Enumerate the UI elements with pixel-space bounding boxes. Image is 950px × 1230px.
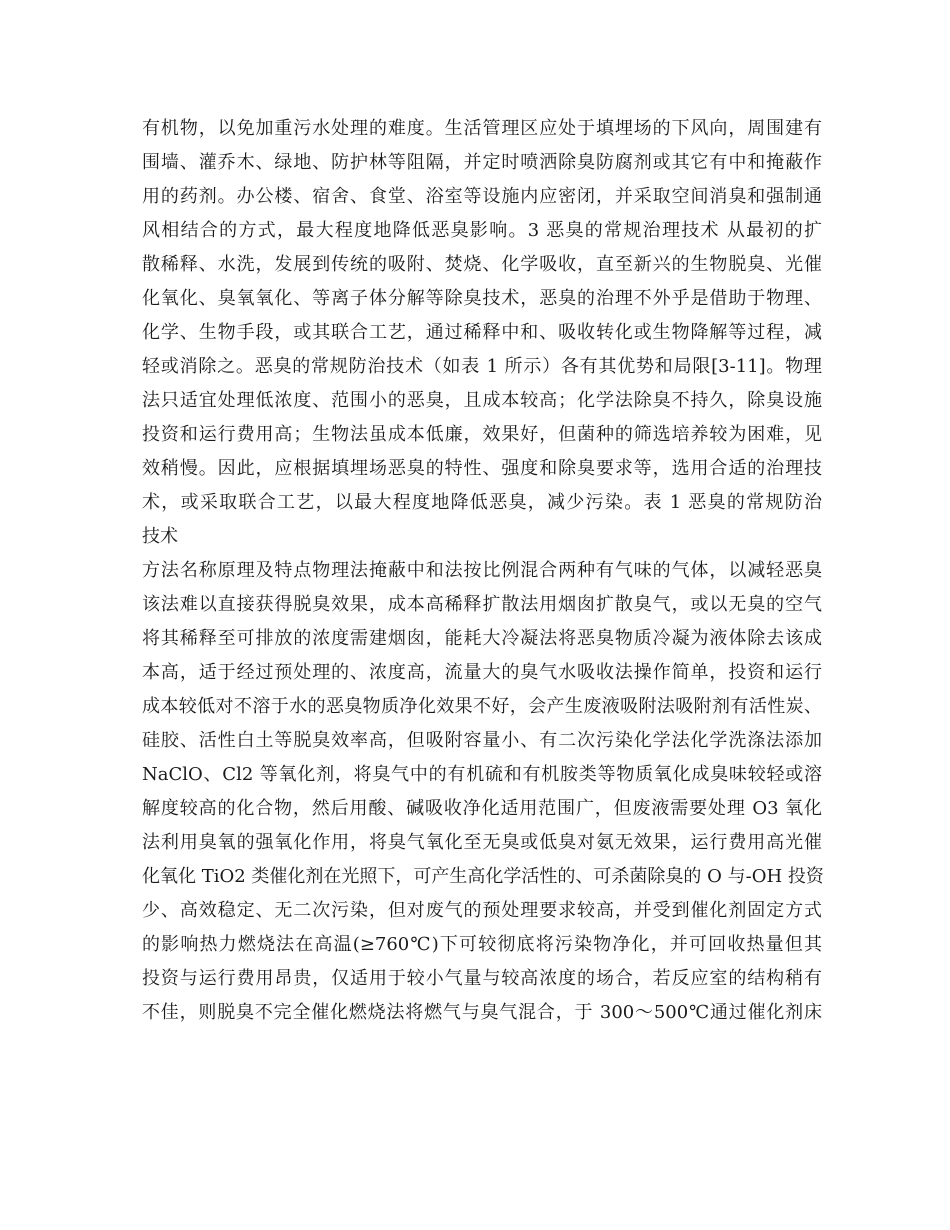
text-line: 化学、生物手段，或其联合工艺，通过稀释中和、吸收转化或生物降解等过程，减 [142, 322, 822, 343]
text-line: 本高，适于经过预处理的、浓度高，流量大的臭气水吸收法操作简单，投资和运行 [142, 662, 822, 683]
text-line: 散稀释、水洗，发展到传统的吸附、焚烧、化学吸收，直至新兴的生物脱臭、光催 [142, 254, 822, 275]
text-line: 投资和运行费用高；生物法虽成本低廉，效果好，但菌种的筛选培养较为困难，见 [142, 424, 822, 445]
text-line: 的影响热力燃烧法在高温(≥760℃)下可较彻底将污染物净化，并可回收热量但其 [142, 934, 822, 955]
text-line: 不佳，则脱臭不完全催化燃烧法将燃气与臭气混合，于 300～500℃通过催化剂床 [142, 1002, 822, 1023]
text-line: 硅胶、活性白土等脱臭效率高，但吸附容量小、有二次污染化学法化学洗涤法添加 [142, 730, 822, 751]
text-line: 化氧化、臭氧氧化、等离子体分解等除臭技术，恶臭的治理不外乎是借助于物理、 [142, 288, 822, 309]
text-line: 围墙、灌乔木、绿地、防护林等阻隔，并定时喷洒除臭防腐剂或其它有中和掩蔽作 [142, 152, 822, 173]
text-line: 解度较高的化合物，然后用酸、碱吸收净化适用范围广，但废液需要处理 O3 氧化 [142, 798, 822, 819]
text-line: 方法名称原理及特点物理法掩蔽中和法按比例混合两种有气味的气体，以减轻恶臭 [142, 560, 822, 581]
paragraph-odor-control-intro [142, 112, 822, 554]
text-line: 化氧化 TiO2 类催化剂在光照下，可产生高化学活性的、可杀菌除臭的 O 与-OH 投资 [142, 866, 824, 887]
text-line: 该法难以直接获得脱臭效果，成本高稀释扩散法用烟囱扩散臭气，或以无臭的空气 [142, 594, 822, 615]
text-line: 效稍慢。因此，应根据填埋场恶臭的特性、强度和除臭要求等，选用合适的治理技 [142, 458, 822, 479]
text-line: 有机物，以免加重污水处理的难度。生活管理区应处于填埋场的下风向，周围建有 [142, 118, 822, 139]
text-line: 法只适宜处理低浓度、范围小的恶臭，且成本较高；化学法除臭不持久，除臭设施 [142, 390, 822, 411]
text-line: 法利用臭氧的强氧化作用，将臭气氧化至无臭或低臭对氨无效果，运行费用高光催 [142, 832, 822, 853]
paragraph-odor-control-table-text [142, 554, 822, 1030]
text-line: 少、高效稳定、无二次污染，但对废气的预处理要求较高，并受到催化剂固定方式 [142, 900, 822, 921]
text-line: 将其稀释至可排放的浓度需建烟囱，能耗大冷凝法将恶臭物质冷凝为液体除去该成 [142, 628, 822, 649]
text-line: 投资与运行费用昂贵，仅适用于较小气量与较高浓度的场合，若反应室的结构稍有 [142, 968, 822, 989]
text-line: NaClO、Cl2 等氧化剂，将臭气中的有机硫和有机胺类等物质氧化成臭味较轻或溶 [142, 764, 822, 785]
text-line: 风相结合的方式，最大程度地降低恶臭影响。3 恶臭的常规治理技术 从最初的扩 [142, 220, 822, 241]
text-line: 用的药剂。办公楼、宿舍、食堂、浴室等设施内应密闭，并采取空间消臭和强制通 [142, 186, 822, 207]
text-line: 术，或采取联合工艺，以最大程度地降低恶臭，减少污染。表 1 恶臭的常规防治 [142, 492, 822, 513]
text-line: 轻或消除之。恶臭的常规防治技术（如表 1 所示）各有其优势和局限[3-11]。物理 [142, 356, 822, 377]
text-line: 成本较低对不溶于水的恶臭物质净化效果不好，会产生废液吸附法吸附剂有活性炭、 [142, 696, 822, 717]
text-line: 技术 [142, 526, 178, 547]
